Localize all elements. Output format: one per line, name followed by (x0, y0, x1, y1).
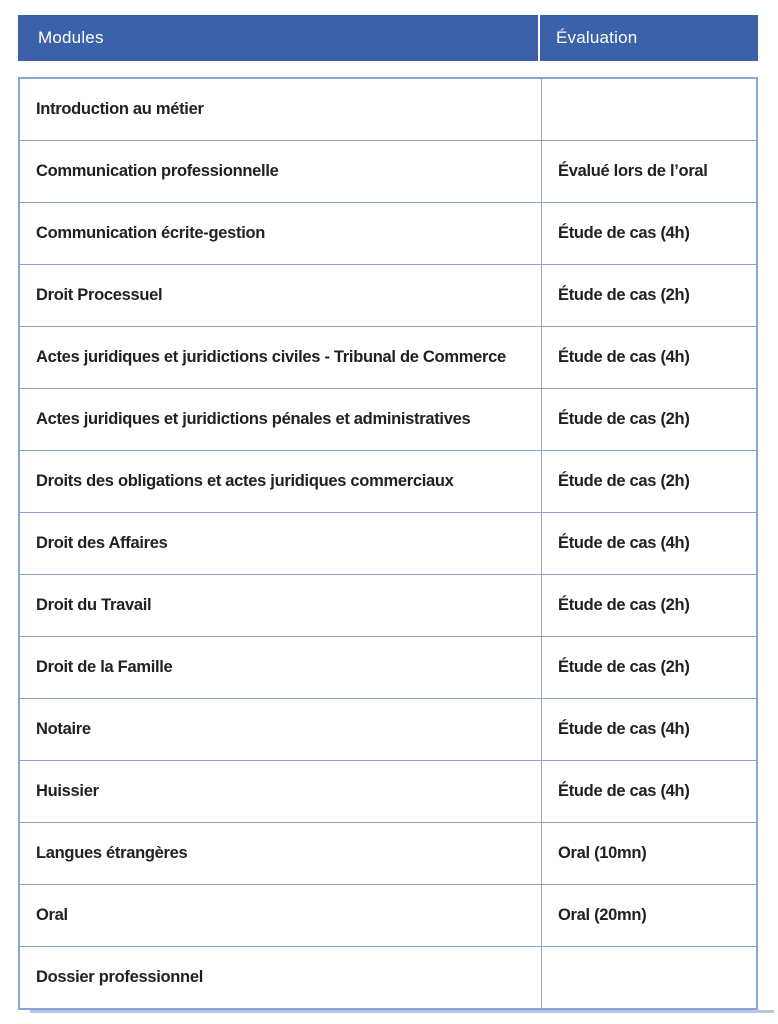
module-cell: Introduction au métier (36, 100, 204, 118)
column-header-modules: Modules (18, 15, 540, 61)
evaluation-cell: Étude de cas (2h) (541, 637, 756, 698)
evaluation-cell: Étude de cas (2h) (541, 575, 756, 636)
evaluation-cell: Étude de cas (2h) (541, 451, 756, 512)
table-row (20, 698, 756, 760)
table-row (20, 264, 756, 326)
evaluation-cell: Étude de cas (4h) (541, 699, 756, 760)
evaluation-cell: Oral (10mn) (541, 823, 756, 884)
table-row (20, 450, 756, 512)
module-cell: Langues étrangères (36, 844, 188, 862)
module-cell: Droits des obligations et actes juridiques commerciaux (36, 472, 454, 490)
evaluation-cell: Étude de cas (4h) (541, 203, 756, 264)
module-cell: Dossier professionnel (36, 968, 203, 986)
table-body (18, 77, 758, 1010)
module-cell: Droit du Travail (36, 596, 152, 614)
table-row (20, 884, 756, 946)
bottom-divider (30, 1010, 774, 1013)
module-cell: Communication professionnelle (36, 162, 279, 180)
module-cell: Communication écrite-gestion (36, 224, 266, 242)
module-cell: Huissier (36, 782, 99, 800)
evaluation-cell: Étude de cas (2h) (541, 389, 756, 450)
table-header (18, 15, 758, 61)
module-cell: Oral (36, 906, 68, 924)
column-header-evaluation: Évaluation (540, 15, 758, 61)
table-row (20, 326, 756, 388)
evaluation-cell (541, 947, 756, 1008)
evaluation-cell: Étude de cas (4h) (541, 327, 756, 388)
module-cell: Droit de la Famille (36, 658, 173, 676)
table-row (20, 574, 756, 636)
table-row (20, 946, 756, 1008)
table-row (20, 140, 756, 202)
module-cell: Actes juridiques et juridictions pénales et administratives (36, 410, 471, 428)
evaluation-cell: Oral (20mn) (541, 885, 756, 946)
module-cell: Actes juridiques et juridictions civiles - Tribunal de Commerce (36, 348, 506, 366)
module-cell: Notaire (36, 720, 91, 738)
table-row (20, 79, 756, 140)
table-row (20, 636, 756, 698)
table-row (20, 388, 756, 450)
table-row (20, 760, 756, 822)
table-row (20, 822, 756, 884)
evaluation-cell: Étude de cas (4h) (541, 513, 756, 574)
evaluation-cell (541, 79, 756, 140)
table-row (20, 202, 756, 264)
table-row (20, 512, 756, 574)
module-cell: Droit des Affaires (36, 534, 168, 552)
evaluation-cell: Étude de cas (4h) (541, 761, 756, 822)
evaluation-cell: Évalué lors de l’oral (541, 141, 756, 202)
evaluation-cell: Étude de cas (2h) (541, 265, 756, 326)
module-cell: Droit Processuel (36, 286, 163, 304)
